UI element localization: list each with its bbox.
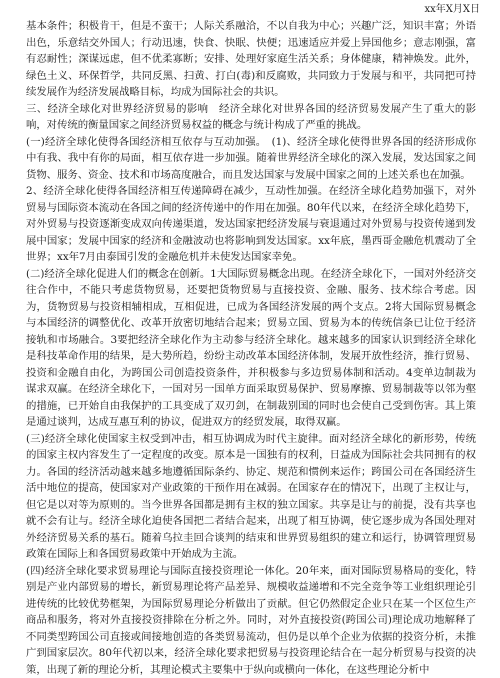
document-body <box>26 18 476 678</box>
paragraph-5: (二)经济全球化促进人们的概念在创新。1大国际贸易概念出现。在经济全球化下，一国对外经济交往合作中，不能只考虑货物贸易，还要把货物贸易与直接投资、金融、服务、技术综合考虑。因为，货物贸易与投资相辅相成，互相促进，已成为各国经济发展的两个支点。2将大国际贸易概念与本国经济的调整优化、改革开放密切地结合起来；贸易立国、贸易为本的传统信条已让位于经济接轨和市场融合。3要把经济全球化作为主动参与经济全球化。越来越多的国家认识到经济全球化是科技革命作用的结果，是大势所趋，纷纷主动改革本国经济体制，发展开放性经济，推行贸易、投资和金融自由化，为跨国公司创造投资条件，并积极参与多边贸易体制和活动。4变单边制裁为谋求双赢。在经济全球化下，一国对另一国单方面采取贸易保护、贸易摩擦、贸易制裁等以邻为壑的措施，已开始自由我保护的工具变成了双刃剑，在制裁别国的同时也会使自己受到伤害。其上策是通过谈判，达成互惠互利的协议，促进双方的经贸发展，取得双赢。 <box>26 266 476 431</box>
paragraph-2: 三、经济全球化对世界经济贸易的影响 经济全球化对世界各国的经济贸易发展产生了重大的影响，对传统的衡量国家之间经济贸易权益的概念与统计构成了严重的挑战。 <box>26 101 476 134</box>
paragraph-4: 2、经济全球化使得各国经济相互传递障碍在减少，互动性加强。在经济全球化趋势加强下，对外贸易与国际资本流动在各国之间的经济传递中的作用在加强。80年代以来，在经济全球化趋势下，对外贸易与投资逐渐变成双向传递渠道，发达国家把经济发展与衰退通过对外贸易与投资传递到发展中国家；发展中国家的经济和金融波动也将影响到发达国家。xx年底，墨西哥金融危机震动了全世界；xx年7月由泰国引发的金融危机并未使发达国家幸免。 <box>26 183 476 266</box>
paragraph-7: (四)经济全球化要求贸易理论与国际直接投资理论一体化。20年来，面对国际贸易格局的变化，特别是产业内部贸易的增长，新贸易理论将产品差异、规模收益递增和不完全竞争等工业组织理论引进传统的比较优势框架，为国际贸易理论分析做出了贡献。但它仍然假定企业只在某一个区位生产商品和服务，将对外直接投资排除在分析之外。同时，对外直接投资(跨国公司)理论成功地解释了不同类型跨国公司直接或间接地创造的各类贸易流动，但仍是以单个企业为依据的投资分析，未推广到国家层次。80年代初以来，经济全球化要求把贸易与投资理论结合在一起分析贸易与投资的决策，出现了新的理论分析，其理论模式主要集中于纵向或横向一体化，在这些理论分析中 <box>26 563 476 678</box>
paragraph-1: 基本条件；积极肯干，但是不蛮干；人际关系融洽，不以自我为中心；兴趣广泛，知识丰富；外语出色，乐意结交外国人；行动迅速，快食、快眠、快便；迅速适应并爱上异国他乡；意志刚强，富有忍耐性；深谋远虑，但不优柔寡断；安排、处理好家庭生活关系；身体健康，精神焕发。此外，绿色土义、环保哲学，共同反黑、扫黄、打白(毒)和反腐败，共同致力于发展与和平，共同把可持续发展作为经济发展战略目标，均成为国际社会的共识。 <box>26 18 476 101</box>
paragraph-6: (三)经济全球化使国家主权受到冲击，相互协调成为时代主旋律。面对经济全球化的新形势，传统的国家主权内容发生了一定程度的改变。原本是一国独有的权利，日益成为国际社会共同拥有的权力。各国的经济活动越来越多地遵循国际条约、协定、规范和惯例来运作；跨国公司在各国经济生活中地位的提高，使国家对产业政策的干预作用在减弱。在国家存在的情况下，出现了主权让与，但它是以对等为原则的。当今世界各国都是拥有主权的独立国家。共享是让与的前提，没有共享也就不会有让与。经济全球化迫使各国把二者结合起来，出现了相互协调，使它逐步成为各国处理对外经济贸易关系的基石。随着乌拉圭回合谈判的结束和世界贸易组织的建立和运行，协调管理贸易政策在国际上和各国贸易政策中开始成为主流。 <box>26 431 476 563</box>
header-date: xx年X月X日 <box>424 4 480 16</box>
paragraph-3: (一)经济全球化使得各国经济相互依存与互动加强。 (1)、经济全球化使得世界各国的经济形成你中有我、我中有你的局面，相互依存进一步加强。随着世界经济全球化的深入发展，发达国家之间货物、服务、资金、技术和市场高度融合，而且发达国家与发展中国家之间的上述关系也在加强。 <box>26 134 476 184</box>
